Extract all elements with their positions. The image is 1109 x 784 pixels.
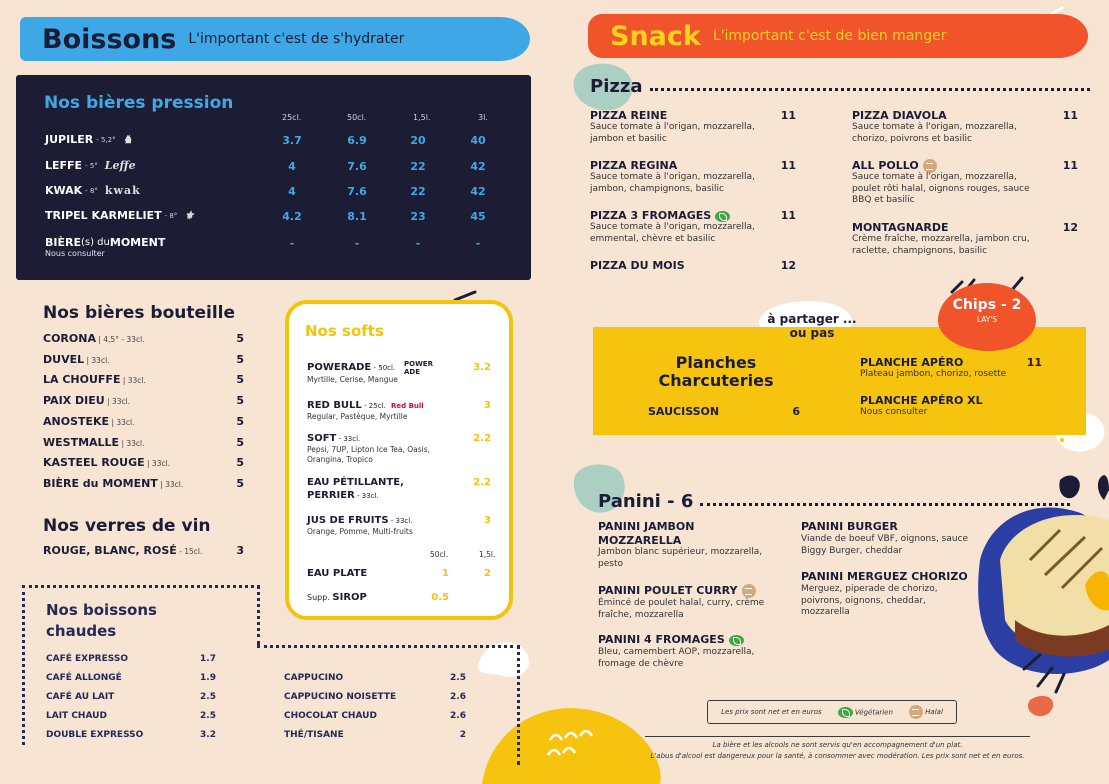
pizza-price: 12 (780, 259, 796, 272)
bouteille-title: Nos bières bouteille (43, 303, 236, 323)
soft-desc: Pepsi, 7UP, Lipton Ice Tea, Oasis, Orangina, Tropico (307, 445, 431, 464)
pizza-desc: Sauce tomate à l'origan, mozzarella, jambon, champignons, basilic (590, 172, 755, 194)
soft-item-petillante (307, 477, 404, 488)
soft-name: SOFT (307, 433, 337, 444)
karmeliet-logo-icon: ⚜ (184, 209, 195, 222)
bouteille-item (43, 415, 135, 428)
chaude-price: 2.6 (450, 692, 466, 702)
beer-degree: - 5° (85, 161, 98, 170)
chaude-price: 2.5 (200, 711, 216, 721)
chaude-price: 2 (459, 730, 466, 740)
panini-name-text: PANINI BURGER (801, 520, 898, 533)
price-cell: 6.9 (347, 134, 367, 147)
pizza-price: 12 (1062, 221, 1078, 234)
legend-veg-label: Végétarien (854, 708, 893, 716)
vegetarian-icon (838, 707, 853, 718)
panini-name (598, 520, 718, 548)
price-cell: 7.6 (347, 160, 367, 173)
vin-item (43, 544, 202, 557)
bouteille-name: WESTMALLE (43, 435, 120, 449)
bouteille-item (43, 353, 110, 366)
chaude-name: CHOCOLAT CHAUD (284, 711, 377, 721)
panini-name-text: PANINI JAMBON MOZZARELLA (598, 520, 695, 547)
price-cell: 42 (470, 160, 486, 173)
pizza-desc: Crème fraîche, mozzarella, jambon cru, raclette, champignons, basilic (852, 234, 1030, 256)
beer-name: KWAK (45, 184, 83, 197)
redbull-logo: Red Bull (391, 402, 424, 410)
chaude-price: 1.7 (200, 654, 216, 664)
pression-section (16, 75, 531, 280)
soft-name: PERRIER (307, 490, 355, 501)
apero-xl-name: PLANCHE APÉRO XL (860, 394, 983, 407)
pizza-title: Pizza (590, 76, 643, 97)
jupiler-logo-icon: ♞ (122, 133, 133, 146)
chaude-name: CAPPUCINO (284, 673, 344, 683)
beer-degree: - 5,2° (96, 135, 116, 144)
bouteille-detail: | 33cl. (157, 479, 184, 489)
bouteille-price: 5 (236, 414, 244, 428)
pression-col-header: 50cl. (347, 113, 367, 122)
bouteille-detail: | 4,5° - 33cl. (95, 335, 145, 344)
apero-xl-desc: Nous consulter (860, 407, 928, 417)
price-cell: 4 (288, 185, 296, 198)
panini-name-text: PANINI 4 FROMAGES (598, 633, 725, 646)
beer-name: BIÈRE (45, 236, 81, 249)
apero-price: 11 (1026, 356, 1042, 369)
vin-detail: - 15cl. (176, 547, 203, 556)
snack-title: Snack (610, 20, 701, 52)
bouteille-price: 5 (236, 456, 244, 470)
pizza-name-text: ALL POLLO (852, 159, 919, 172)
halal-icon (742, 584, 756, 598)
panini-name-text: PANINI POULET CURRY (598, 584, 738, 597)
halal-icon (923, 159, 937, 173)
kwak-logo: kwak (104, 184, 141, 197)
water-col-header: 50cl. (430, 550, 449, 559)
pizza-price: 11 (1062, 109, 1078, 122)
pizza-name (852, 159, 937, 173)
pizza-desc: Sauce tomate à l'origan, mozzarella, poulet rôti halal, oignons rouges, sauce BBQ et basilic (852, 172, 1030, 205)
bouteille-name: PAIX DIEU (43, 394, 105, 408)
planches-title: Planches Charcuteries (658, 353, 774, 390)
bouteille-price: 5 (236, 435, 244, 449)
bouteille-item (43, 477, 183, 490)
pression-row-kwak (45, 184, 141, 197)
soft-desc: Myrtille, Cerise, Mangue (307, 375, 398, 384)
bouteille-detail: | 33cl. (144, 459, 171, 469)
soft-name: POWERADE (307, 362, 372, 373)
bouteille-name: BIÈRE du MOMENT (43, 476, 158, 490)
softs-section (285, 300, 513, 620)
beer-degree: - 8° (164, 211, 178, 220)
pizza-name-text: PIZZA 3 FROMAGES (590, 209, 712, 222)
pizza-dotline (650, 88, 1090, 91)
chips-badge (938, 283, 1036, 351)
pizza-name-text: MONTAGNARDE (852, 221, 949, 234)
bouteille-detail: | 33cl. (84, 355, 110, 365)
pression-col-header: 1,5l. (413, 113, 431, 122)
bouteille-item (43, 456, 170, 469)
bouteille-price: 5 (236, 394, 244, 408)
water-price: 2 (484, 568, 491, 579)
bouteille-detail: | 33cl. (104, 397, 131, 407)
panini-desc: Merguez, piperade de chorizo, poivrons, oignons, cheddar, mozzarella (801, 584, 938, 617)
soft-desc: Regular, Pastèque, Myrtille (307, 412, 408, 421)
soft-detail: - 25cl. (361, 402, 386, 410)
price-cell: - (289, 237, 295, 250)
price-cell: 45 (470, 210, 486, 223)
boissons-subtitle: L'important c'est de s'hydrater (188, 31, 405, 47)
soft-name: RED BULL (307, 400, 362, 411)
sirop-prefix: Supp. (307, 593, 333, 602)
soft-price: 2.2 (473, 433, 491, 444)
snack-subtitle: L'important c'est de bien manger (712, 28, 947, 44)
pizza-desc: Sauce tomate à l'origan, mozzarella, chorizo, poivrons et basilic (852, 122, 1017, 144)
price-cell: 22 (410, 185, 426, 198)
footnote-line1: La bière et les alcools ne sont servis qu'en accompagnement d'un plat. (712, 741, 963, 749)
boissons-banner (20, 17, 530, 61)
price-cell: 20 (410, 134, 426, 147)
pizza-name-text: PIZZA DU MOIS (590, 259, 685, 272)
vegetarian-icon (715, 211, 730, 222)
chaude-price: 2.5 (200, 692, 216, 702)
beer-name: JUPILER (45, 133, 94, 146)
soft-desc: Orange, Pomme, Multi-fruits (307, 527, 413, 536)
pizza-desc: Sauce tomate à l'origan, mozzarella, jambon et basilic (590, 122, 755, 144)
bouteille-name: LA CHOUFFE (43, 373, 121, 387)
bouteille-price: 5 (236, 476, 244, 490)
soft-item-redbull (307, 400, 386, 411)
legend-halal (905, 705, 943, 719)
price-cell: 4 (288, 160, 296, 173)
panini-desc: Bleu, camembert AOP, mozzarella, fromage de chèvre (598, 647, 755, 669)
pression-col-header: 3l. (478, 113, 488, 122)
footnote (645, 740, 1030, 762)
chaude-price: 2.6 (450, 711, 466, 721)
bouteille-item (43, 332, 145, 345)
bouteille-price: 5 (236, 373, 244, 387)
legend-halal-label: Halal (925, 708, 943, 716)
price-cell: 4.2 (282, 210, 302, 223)
footnote-rule (645, 736, 1030, 737)
pression-row-karmeliet (45, 209, 194, 222)
chaude-price: 1.9 (200, 673, 216, 683)
soft-name: JUS DE FRUITS (307, 515, 389, 526)
price-cell: 7.6 (347, 185, 367, 198)
chaude-price: 2.5 (450, 673, 466, 683)
pression-col-header: 25cl. (282, 113, 302, 122)
apero-desc: Plateau jambon, chorizo, rosette (860, 369, 1007, 379)
price-cell: 42 (470, 185, 486, 198)
footnote-line2: L'abus d'alcool est dangereux pour la santé, à consommer avec modération. Les prix sont net et en euros. (650, 752, 1025, 760)
chaudes-frame-edge (257, 645, 520, 648)
panini-name (598, 633, 788, 647)
pizza-name (590, 159, 677, 172)
saucisson-name: SAUCISSON (648, 405, 720, 418)
price-cell: 22 (410, 160, 426, 173)
vin-price: 3 (236, 544, 244, 557)
bouteille-item (43, 394, 130, 407)
chaude-name: LAIT CHAUD (46, 711, 107, 721)
pizza-name-text: PIZZA REGINA (590, 159, 678, 172)
pizza-price: 11 (780, 159, 796, 172)
chaudes-frame-edge (517, 645, 520, 765)
apero-name: PLANCHE APÉRO (860, 356, 964, 369)
bouteille-item (43, 373, 146, 386)
pression-title: Nos bières pression (44, 93, 234, 113)
beer-degree: - 8° (85, 186, 98, 195)
chips-sub: LAY'S (976, 315, 998, 324)
vin-name: ROUGE, BLANC, ROSÉ (43, 544, 177, 557)
soft-detail: - 33cl. (354, 492, 379, 500)
chips-label: Chips - 2 (952, 297, 1022, 313)
legend-box (707, 700, 957, 724)
pression-row-leffe (45, 159, 136, 172)
price-cell: 8.1 (347, 210, 367, 223)
price-cell: - (475, 237, 481, 250)
soft-price: 3.2 (473, 362, 491, 373)
soft-price: 3 (484, 400, 491, 411)
soft-detail: - 33cl. (336, 435, 361, 443)
bouteille-item (43, 436, 145, 449)
beer-moment-note: Nous consulter (45, 249, 105, 258)
price-cell: 23 (410, 210, 426, 223)
pression-row-moment (45, 236, 165, 249)
sirop-price: 0.5 (431, 592, 449, 603)
soft-item-jus (307, 515, 412, 526)
vegetarian-icon (729, 635, 744, 646)
beer-name: LEFFE (45, 159, 83, 172)
price-cell: - (354, 237, 360, 250)
vin-title: Nos verres de vin (43, 516, 211, 536)
panini-name-text: PANINI MERGUEZ CHORIZO (801, 570, 968, 583)
beer-name: TRIPEL KARMELIET (45, 209, 162, 222)
pizza-price: 11 (780, 109, 796, 122)
pizza-name (852, 109, 947, 122)
pression-row-jupiler (45, 133, 132, 146)
panini-dotline (700, 503, 1070, 506)
soft-price: 3 (484, 515, 491, 526)
bouteille-detail: | 33cl. (109, 417, 135, 427)
legend-veg (834, 707, 893, 718)
bouteille-price: 5 (236, 332, 244, 345)
powerade-logo: POWER ADE (404, 360, 433, 376)
panini-name (801, 570, 991, 584)
price-cell: 3.7 (282, 134, 302, 147)
soft-detail: - 50cl. (371, 364, 396, 372)
water-name: EAU PLATE (307, 568, 368, 579)
panini-title: Panini - 6 (598, 491, 694, 512)
softs-title: Nos softs (305, 322, 384, 340)
panini-desc: Viande de boeuf VBF, oignons, sauce Biggy Burger, cheddar (801, 534, 969, 556)
bouteille-price: 5 (236, 352, 244, 366)
pizza-price: 11 (1062, 159, 1078, 172)
pizza-name-text: PIZZA REINE (590, 109, 668, 122)
chaude-name: CAFÉ EXPRESSO (46, 654, 128, 664)
pizza-name-text: PIZZA DIAVOLA (852, 109, 947, 122)
soft-item-soft (307, 433, 360, 444)
panini-desc: Émincé de poulet halal, curry, crème fraîche, mozzarella (598, 598, 765, 620)
chaude-name: CAFÉ AU LAIT (46, 692, 115, 702)
beer-name-part: MOMENT (109, 236, 166, 249)
panini-desc: Jambon blanc supérieur, mozzarella, pesto (598, 547, 763, 569)
pizza-desc: Sauce tomate à l'origan, mozzarella, emmental, chèvre et basilic (590, 222, 755, 244)
water-price: 1 (442, 568, 449, 579)
bouteille-name: ANOSTEKE (43, 414, 110, 428)
pizza-name (590, 259, 685, 272)
soft-item-perrier (307, 490, 379, 501)
chaude-price: 3.2 (200, 730, 216, 740)
chaude-name: CAFÉ ALLONGÉ (46, 673, 122, 683)
soft-price: 2.2 (473, 477, 491, 488)
leffe-logo: Leffe (104, 159, 136, 172)
pizza-name (590, 209, 730, 222)
soft-item-powerade (307, 362, 395, 373)
boissons-title: Boissons (42, 23, 177, 55)
price-cell: - (415, 237, 421, 250)
bouteille-name: KASTEEL ROUGE (43, 456, 145, 470)
legend-net: Les prix sont net et en euros (721, 708, 822, 716)
water-col-header: 1,5l. (479, 550, 496, 559)
beer-name-part: (s) du (80, 237, 110, 248)
soft-name: EAU PÉTILLANTE, (307, 477, 404, 488)
pizza-name (590, 109, 667, 122)
panini-name (598, 584, 788, 598)
chaude-name: CAPPUCINO NOISETTE (284, 692, 397, 702)
snack-banner (588, 14, 1088, 58)
bouteille-name: CORONA (43, 332, 96, 345)
price-cell: 40 (470, 134, 486, 147)
chaude-name: DOUBLE EXPRESSO (46, 730, 144, 740)
halal-icon (909, 705, 923, 719)
bouteille-detail: | 33cl. (119, 438, 145, 448)
panini-name (801, 520, 991, 534)
saucisson-price: 6 (792, 405, 800, 418)
partager-note: à partager ... ou pas (767, 312, 857, 340)
chaudes-frame-edge (257, 585, 260, 645)
pizza-name (852, 221, 949, 234)
bouteille-detail: | 33cl. (120, 376, 146, 386)
chaude-name: THÉ/TISANE (284, 730, 344, 740)
sirop-item (307, 592, 367, 603)
pizza-price: 11 (780, 209, 796, 222)
chaudes-title: Nos boissons chaudes (46, 601, 157, 640)
soft-detail: - 33cl. (388, 517, 413, 525)
bouteille-name: DUVEL (43, 352, 85, 366)
sirop-name: SIROP (332, 592, 367, 603)
